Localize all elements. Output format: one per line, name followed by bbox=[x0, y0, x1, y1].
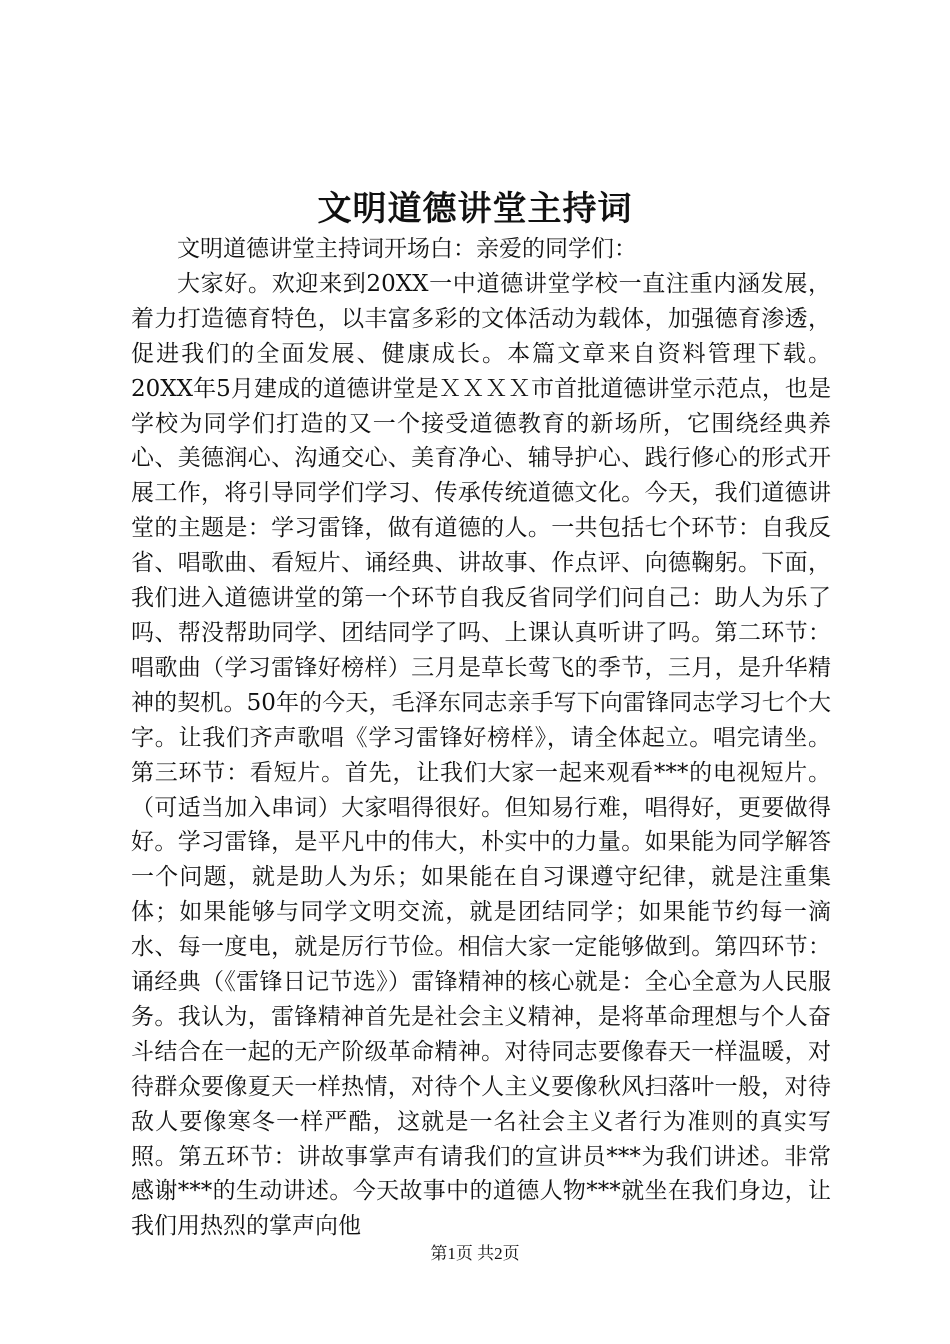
main-paragraph: 大家好。欢迎来到20XX一中道德讲堂学校一直注重内涵发展，着力打造德育特色，以丰富多彩的文体活动为载体，加强德育渗透，促进我们的全面发展、健康成长。本篇文章来自资料管理下载。20XX年5月建成的道德讲堂是ＸＸＸＸ市首批道德讲堂示范点，也是学校为同学们打造的又一个接受道德教育的新场所，它围绕经典养心、美德润心、沟通交心、美育净心、辅导护心、践行修心的形式开展工作，将引导同学们学习、传承传统道德文化。今天，我们道德讲堂的主题是：学习雷锋，做有道德的人。一共包括七个环节：自我反省、唱歌曲、看短片、诵经典、讲故事、作点评、向德鞠躬。下面，我们进入道德讲堂的第一个环节自我反省同学们问自己：助人为乐了吗、帮没帮助同学、团结同学了吗、上课认真听讲了吗。第二环节：唱歌曲（学习雷锋好榜样）三月是草长莺飞的季节，三月，是升华精神的契机。50年的今天，毛泽东同志亲手写下向雷锋同志学习七个大字。让我们齐声歌唱《学习雷锋好榜样》，请全体起立。唱完请坐。第三环节：看短片。首先，让我们大家一起来观看***的电视短片。（可适当加入串词）大家唱得很好。但知易行难，唱得好，更要做得好。学习雷锋，是平凡中的伟大，朴实中的力量。如果能为同学解答一个问题，就是助人为乐；如果能在自习课遵守纪律，就是注重集体；如果能够与同学文明交流，就是团结同学；如果能节约每一滴水、每一度电，就是厉行节俭。相信大家一定能够做到。第四环节：诵经典（《雷锋日记节选》）雷锋精神的核心就是：全心全意为人民服务。我认为，雷锋精神首先是社会主义精神，是将革命理想与个人奋斗结合在一起的无产阶级革命精神。对待同志要像春天一样温暖，对待群众要像夏天一样热情，对待个人主义要像秋风扫落叶一般，对待敌人要像寒冬一样严酷，这就是一名社会主义者行为准则的真实写照。第五环节：讲故事掌声有请我们的宣讲员***为我们讲述。非常感谢***的生动讲述。今天故事中的道德人物***就坐在我们身边，让我们用热烈的掌声向他 bbox=[131, 270, 831, 1240]
document-body bbox=[131, 232, 831, 1244]
page-footer: 第1页 共2页 bbox=[430, 1244, 520, 1263]
document-title: 文明道德讲堂主持词 bbox=[317, 189, 633, 229]
opening-paragraph: 文明道德讲堂主持词开场白：亲爱的同学们： bbox=[177, 236, 637, 262]
